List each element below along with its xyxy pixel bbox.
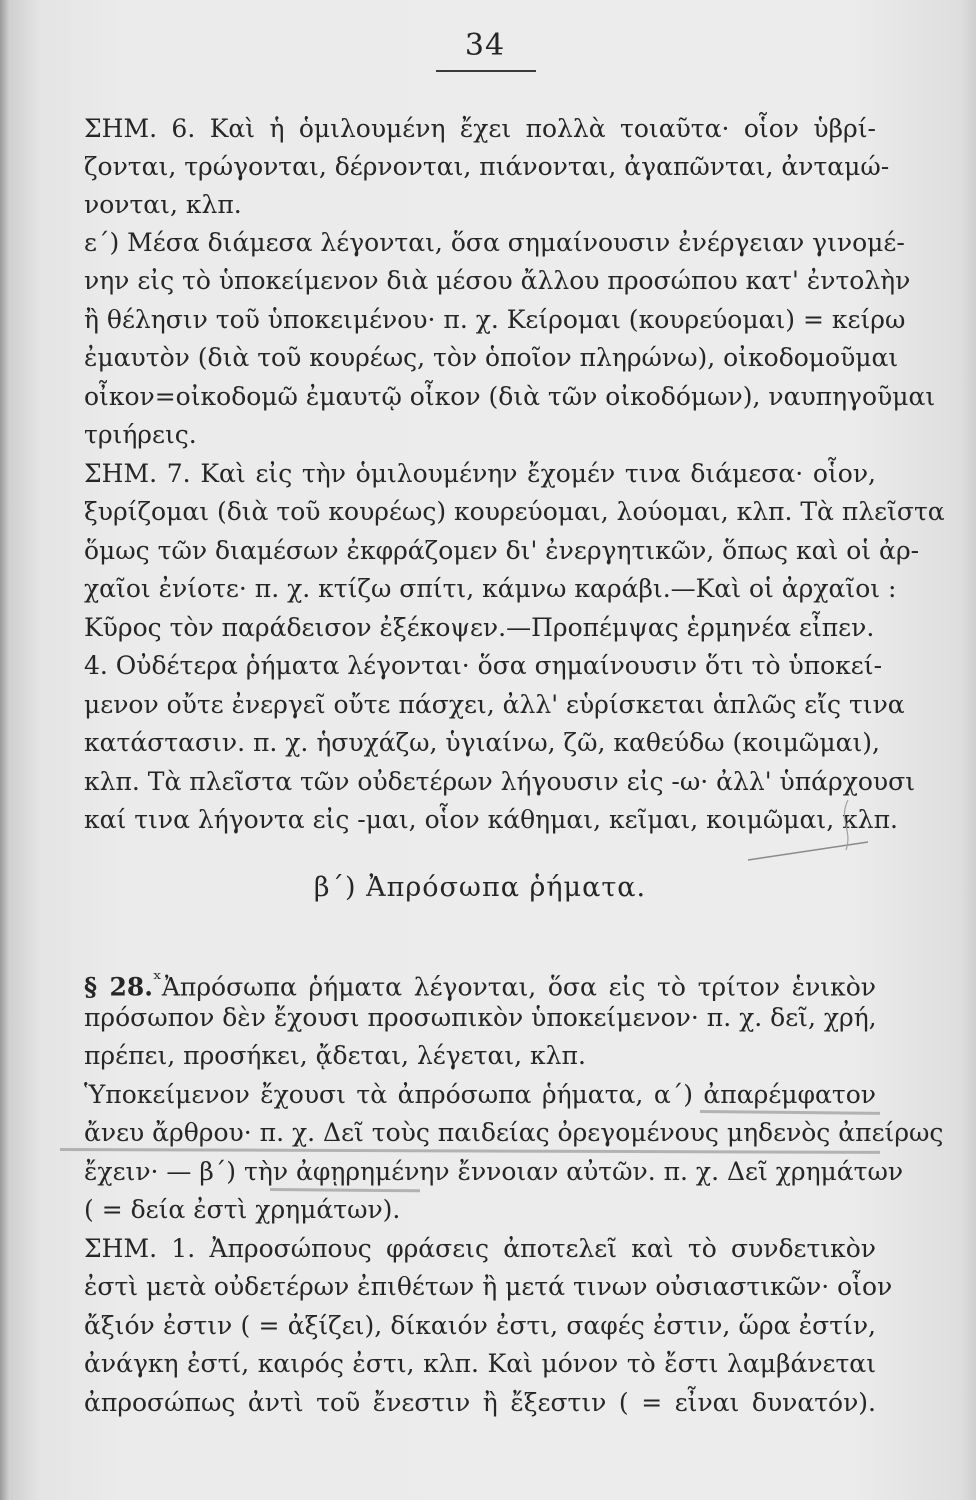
text-line: ζονται, τρώγονται, δέρνονται, πιάνονται, ἀγαπῶνται, ἀνταμώ- [84,152,890,181]
text-line: ἐστὶ μετὰ οὐδετέρων ἐπιθέτων ἢ μετά τινων οὐσιαστικῶν· οἷον [84,1272,893,1301]
page-edge [0,0,10,1500]
section-first-line [84,962,876,1004]
text-line: ὅμως τῶν διαμέσων ἐκφράζομεν δι' ἐνεργητικῶν, ὅπως καὶ οἱ ἀρ- [84,536,920,565]
text-line: ΣΗΜ. 7. Καὶ εἰς τὴν ὁμιλουμένην ἔχομέν τινα διάμεσα· οἷον, [84,459,876,488]
text-line: ἄνευ ἄρθρου· π. χ. Δεῖ τοὺς παιδείας ὀρεγομένους μηδενὸς ἀπείρως [84,1118,944,1147]
page-number: 34 [464,28,506,63]
text-line: ἐμαυτὸν (διὰ τοῦ κουρέως, τὸν ὁποῖον πληρώνω), οἰκοδομοῦμαι [84,343,899,372]
text-line: χαῖοι ἐνίοτε· π. χ. κτίζω σπίτι, κάμνω καράβι.—Καὶ οἱ ἀρχαῖοι : [84,574,897,603]
pencil-underline [270,1188,420,1192]
text-line: νην εἰς τὸ ὑποκείμενον διὰ μέσου ἄλλου προσώπου κατ' ἐντολὴν [84,266,911,295]
text-line: νονται, κλπ. [84,190,242,219]
text-line: ἢ θέλησιν τοῦ ὑποκειμένου· π. χ. Κείρομαι (κουρεύομαι) = κείρω [84,305,906,334]
text-line: ε΄) Μέσα διάμεσα λέγονται, ὅσα σημαίνουσιν ἐνέργειαν γινομέ- [84,228,905,257]
section-heading: β΄) Ἀπρόσωπα ῥήματα. [313,872,647,903]
text-line: οἶκον=οἰκοδομῶ ἐμαυτῷ οἶκον (διὰ τῶν οἰκοδόμων), ναυπηγοῦμαι [84,382,936,411]
text-line: μενον οὔτε ἐνεργεῖ οὔτε πάσχει, ἀλλ' εὑρίσκεται ἁπλῶς εἴς τινα [84,690,905,719]
text-line: πρέπει, προσήκει, ᾄδεται, λέγεται, κλπ. [84,1041,586,1070]
text-line: ( = δεία ἐστὶ χρημάτων). [84,1195,401,1224]
text-line: ΣΗΜ. 1. Ἀπροσώπους φράσεις ἀποτελεῖ καὶ τὸ συνδετικὸν [84,1234,876,1263]
section-number: § 28. [84,972,154,1002]
section-first-text: Ἀπρόσωπα ῥήματα λέγονται, ὅσα εἰς τὸ τρίτον ἑνικὸν [161,972,876,1002]
pencil-underline [700,1110,880,1115]
text-line: ξυρίζομαι (διὰ τοῦ κουρέως) κουρεύομαι, λούομαι, κλπ. Τὰ πλεῖστα [84,497,945,526]
page-number-rule [436,70,536,72]
text-line: ἀπροσώπως ἀντὶ τοῦ ἔνεστιν ἢ ἔξεστιν ( = εἶναι δυνατόν). [84,1388,876,1417]
text-line: Ὑποκείμενον ἔχουσι τὰ ἀπρόσωπα ῥήματα, α΄) ἀπαρέμφατον [84,1080,876,1109]
text-line: ἀνάγκη ἐστί, καιρός ἐστι, κλπ. Καὶ μόνον τὸ ἔστι λαμβάνεται [84,1349,876,1378]
text-line: ΣΗΜ. 6. Καὶ ἡ ὁμιλουμένη ἔχει πολλὰ τοιαῦτα· οἷον ὑβρί- [84,114,876,143]
text-line: καί τινα λήγοντα εἰς -μαι, οἷον κάθημαι, κεῖμαι, κοιμῶμαι, κλπ. [84,805,898,834]
text-line: πρόσωπον δὲν ἔχουσι προσωπικὸν ὑποκείμενον· π. χ. δεῖ, χρή, [84,1003,877,1032]
text-line: 4. Οὐδέτερα ῥήματα λέγονται· ὅσα σημαίνουσιν ὅτι τὸ ὑποκεί- [84,651,883,680]
text-line: κλπ. Τὰ πλεῖστα τῶν οὐδετέρων λήγουσιν εἰς -ω· ἀλλ' ὑπάρχουσι [84,767,915,796]
text-line: ἔχειν· — β΄) τὴν ἀφῃρημένην ἔννοιαν αὐτῶν. π. χ. Δεῖ χρημάτων [84,1157,904,1186]
section-mark: ˣ [153,967,162,991]
text-line: τριήρεις. [84,420,197,449]
text-line: ἄξιόν ἐστιν ( = ἀξίζει), δίκαιόν ἐστι, σαφές ἐστιν, ὥρα ἐστίν, [84,1311,876,1340]
text-line: κατάστασιν. π. χ. ἡσυχάζω, ὑγιαίνω, ζῶ, καθεύδω (κοιμῶμαι), [84,728,880,757]
text-line: Κῦρος τὸν παράδεισον ἐξέκοψεν.—Προπέμψας ἑρμηνέα εἶπεν. [84,613,875,642]
